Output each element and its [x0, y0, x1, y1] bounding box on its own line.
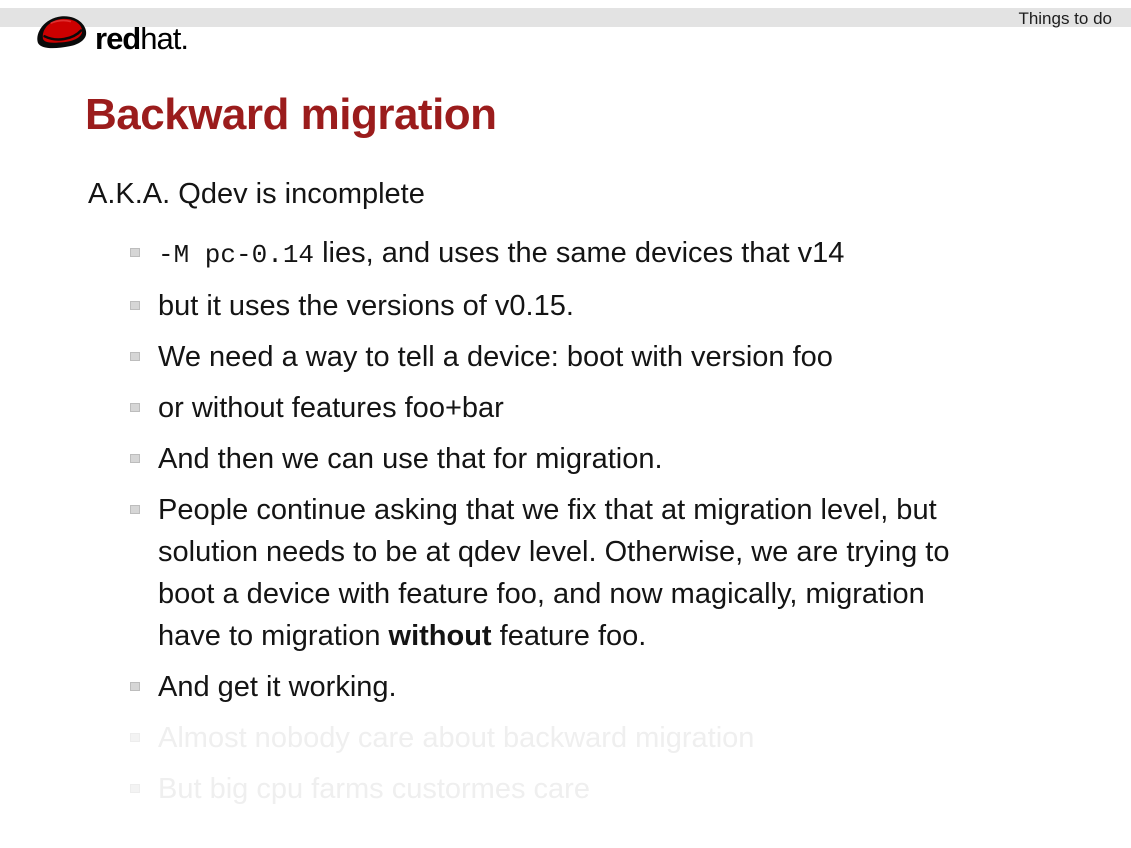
bullet-item — [88, 768, 1078, 810]
text-segment-normal: Almost nobody care about backward migration — [158, 722, 755, 754]
text-segment-bold: without — [388, 620, 492, 652]
wordmark-red: red — [95, 21, 141, 56]
text-segment-normal: boot a device with feature foo, and now magically, migration — [158, 578, 925, 610]
bullet-line — [158, 573, 1078, 615]
text-segment-normal: People continue asking that we fix that at migration level, but — [158, 494, 937, 526]
bullet-item — [88, 232, 1078, 276]
bullet-item — [88, 336, 1078, 378]
text-segment-normal: And then we can use that for migration. — [158, 443, 663, 475]
bullet-line — [158, 285, 1078, 327]
text-segment-normal: feature foo. — [491, 620, 647, 652]
wordmark-hat: hat. — [140, 21, 188, 56]
text-segment-normal: lies, and uses the same devices that v14 — [314, 237, 845, 269]
text-segment-mono: -M pc-0.14 — [158, 240, 315, 270]
bullet-line — [158, 438, 1078, 480]
redhat-wordmark — [95, 23, 188, 54]
text-segment-normal: but it uses the versions of v0.15. — [158, 290, 574, 322]
bullet-marker-icon — [130, 682, 140, 691]
redhat-logo — [33, 10, 188, 56]
bullet-line — [158, 531, 1078, 573]
text-segment-normal: or without features foo+bar — [158, 392, 504, 424]
bullet-marker-icon — [130, 733, 140, 742]
bullet-item — [88, 438, 1078, 480]
text-segment-normal: solution needs to be at qdev level. Otherwise, we are trying to — [158, 536, 950, 568]
bullet-line — [158, 717, 1078, 759]
intro-text: A.K.A. Qdev is incomplete — [88, 178, 425, 210]
bullet-item — [88, 666, 1078, 708]
bullet-item — [88, 285, 1078, 327]
bullet-line — [158, 336, 1078, 378]
bullet-marker-icon — [130, 352, 140, 361]
bullet-line — [158, 489, 1078, 531]
bullet-line — [158, 232, 1078, 276]
bullet-marker-icon — [130, 784, 140, 793]
bullet-line — [158, 615, 1078, 657]
bullet-line — [158, 666, 1078, 708]
bullet-marker-icon — [130, 248, 140, 257]
bullet-line — [158, 387, 1078, 429]
redhat-hat-icon — [33, 10, 91, 56]
bullet-item — [88, 717, 1078, 759]
bullet-list — [88, 232, 1078, 810]
text-segment-normal: We need a way to tell a device: boot with version foo — [158, 341, 833, 373]
slide-title: Backward migration — [85, 90, 497, 139]
text-segment-normal: have to migration — [158, 620, 389, 652]
bullet-marker-icon — [130, 454, 140, 463]
text-segment-normal: But big cpu farms custormes care — [158, 773, 590, 805]
slide-body — [88, 176, 1078, 819]
bullet-item — [88, 387, 1078, 429]
bullet-marker-icon — [130, 403, 140, 412]
bullet-item — [88, 489, 1078, 657]
bullet-marker-icon — [130, 505, 140, 514]
text-segment-normal: And get it working. — [158, 671, 397, 703]
bullet-marker-icon — [130, 301, 140, 310]
section-label: Things to do — [1018, 9, 1112, 28]
bullet-line — [158, 768, 1078, 810]
